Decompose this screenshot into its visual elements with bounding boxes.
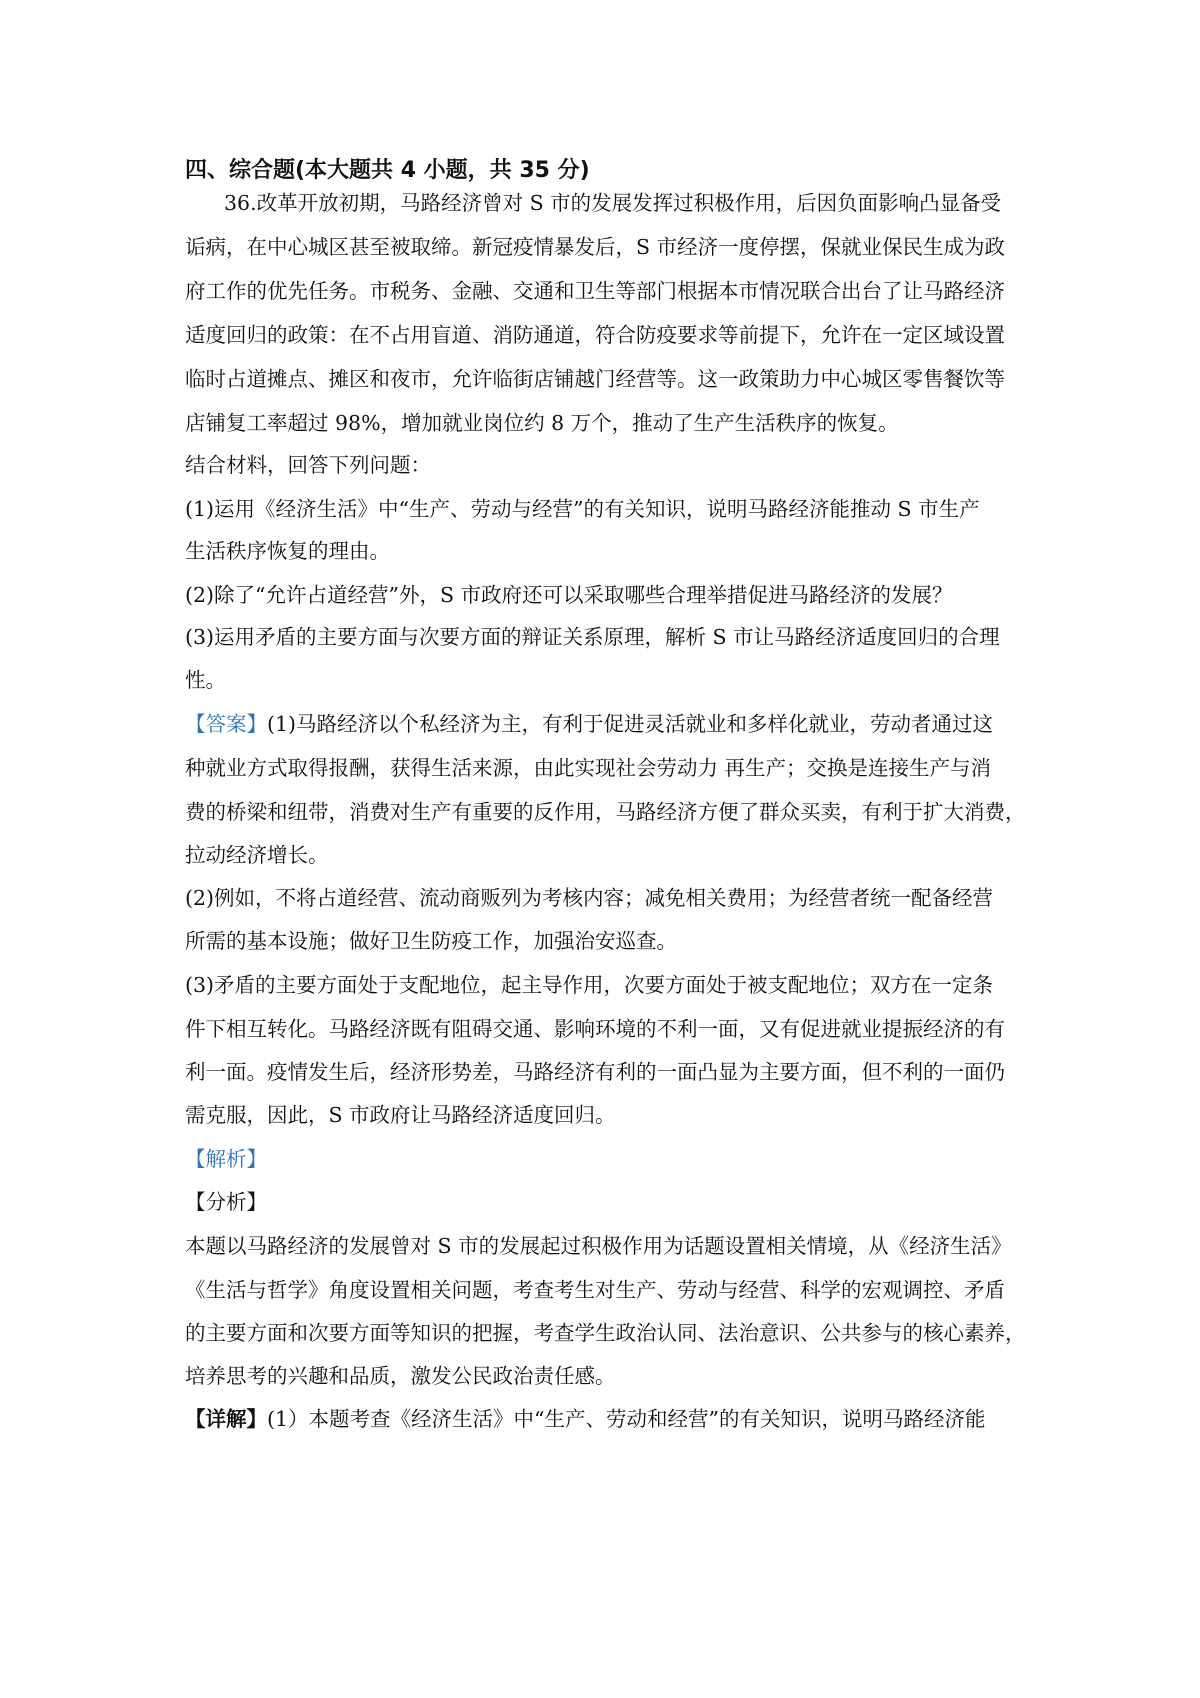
answer-3-line: 件下相互转化。马路经济既有阻碍交通、影响环境的不利一面，又有促进就业提振经济的有	[185, 1017, 1005, 1041]
answer-1-line: 费的桥梁和纽带，消费对生产有重要的反作用，马路经济方便了群众买卖，有利于扩大消费，	[185, 800, 1026, 824]
sub-question-2: (2)除了“允许占道经营”外，S 市政府还可以采取哪些合理举措促进马路经济的发展？	[185, 583, 953, 607]
detail-line	[185, 1404, 1035, 1434]
question-stem-line: 诟病，在中心城区甚至被取缔。新冠疫情暴发后，S 市经济一度停摆，保就业保民生成为政	[185, 235, 1006, 259]
question-stem-line: 府工作的优先任务。市税务、金融、交通和卫生等部门根据本市情况联合出台了让马路经济	[185, 279, 1005, 303]
answer-3-line: 需克服，因此，S 市政府让马路经济适度回归。	[185, 1103, 616, 1127]
answer-1-text: (1)马路经济以个私经济为主，有利于促进灵活就业和多样化就业，劳动者通过这	[267, 712, 994, 736]
detail-text: (1）本题考查《经济生活》中“生产、劳动和经营”的有关知识，说明马路经济能	[267, 1407, 986, 1431]
answer-3-line: (3)矛盾的主要方面处于支配地位，起主导作用，次要方面处于被支配地位；双方在一定条	[185, 973, 994, 997]
analysis-tag: 【解析】	[185, 1147, 267, 1171]
analysis-line: 《生活与哲学》角度设置相关问题，考查考生对生产、劳动与经营、科学的宏观调控、矛盾	[185, 1278, 1005, 1302]
question-stem-line: 店铺复工率超过 98%，增加就业岗位约 8 万个，推动了生产生活秩序的恢复。	[185, 411, 899, 435]
sub-question-3: (3)运用矛盾的主要方面与次要方面的辩证关系原理，解析 S 市让马路经济适度回归的合理	[185, 625, 1000, 649]
question-stem-line: 36.改革开放初期，马路经济曾对 S 市的发展发挥过积极作用，后因负面影响凸显备受	[224, 191, 1002, 215]
answer-tag: 【答案】	[185, 712, 267, 736]
answer-1-line: 拉动经济增长。	[185, 843, 329, 867]
answer-3-line: 利一面。疫情发生后，经济形势差，马路经济有利的一面凸显为主要方面，但不利的一面仍	[185, 1060, 1005, 1084]
detail-tag: 【详解】	[185, 1407, 267, 1431]
analysis-line: 的主要方面和次要方面等知识的把握，考查学生政治认同、法治意识、公共参与的核心素养，	[185, 1321, 1026, 1345]
analysis-line: 培养思考的兴趣和品质，激发公民政治责任感。	[185, 1364, 616, 1388]
question-stem-line: 临时占道摊点、摊区和夜市，允许临街店铺越门经营等。这一政策助力中心城区零售餐饮等	[185, 367, 1005, 391]
answer-2-line: (2)例如，不将占道经营、流动商贩列为考核内容；减免相关费用；为经营者统一配备经营	[185, 886, 994, 910]
question-instruction: 结合材料，回答下列问题：	[185, 453, 431, 477]
answer-1-line: 种就业方式取得报酬，获得生活来源，由此实现社会劳动力 再生产；交换是连接生产与消	[185, 756, 992, 780]
sub-question-1: (1)运用《经济生活》中“生产、劳动与经营”的有关知识，说明马路经济能推动 S 市生产	[185, 497, 980, 521]
analysis-sub-tag: 【分析】	[185, 1190, 267, 1214]
sub-question-1: 生活秩序恢复的理由。	[185, 539, 390, 563]
analysis-line: 本题以马路经济的发展曾对 S 市的发展起过积极作用为话题设置相关情境，从《经济生活》	[185, 1234, 1012, 1258]
answer-2-line: 所需的基本设施；做好卫生防疫工作，加强治安巡查。	[185, 929, 677, 953]
sub-question-3: 性。	[185, 668, 226, 692]
question-stem-line: 适度回归的政策：在不占用盲道、消防通道，符合防疫要求等前提下，允许在一定区域设置	[185, 323, 1005, 347]
answer-line-1	[185, 709, 1035, 739]
section-heading: 四、综合题(本大题共 4 小题，共 35 分)	[185, 158, 590, 183]
